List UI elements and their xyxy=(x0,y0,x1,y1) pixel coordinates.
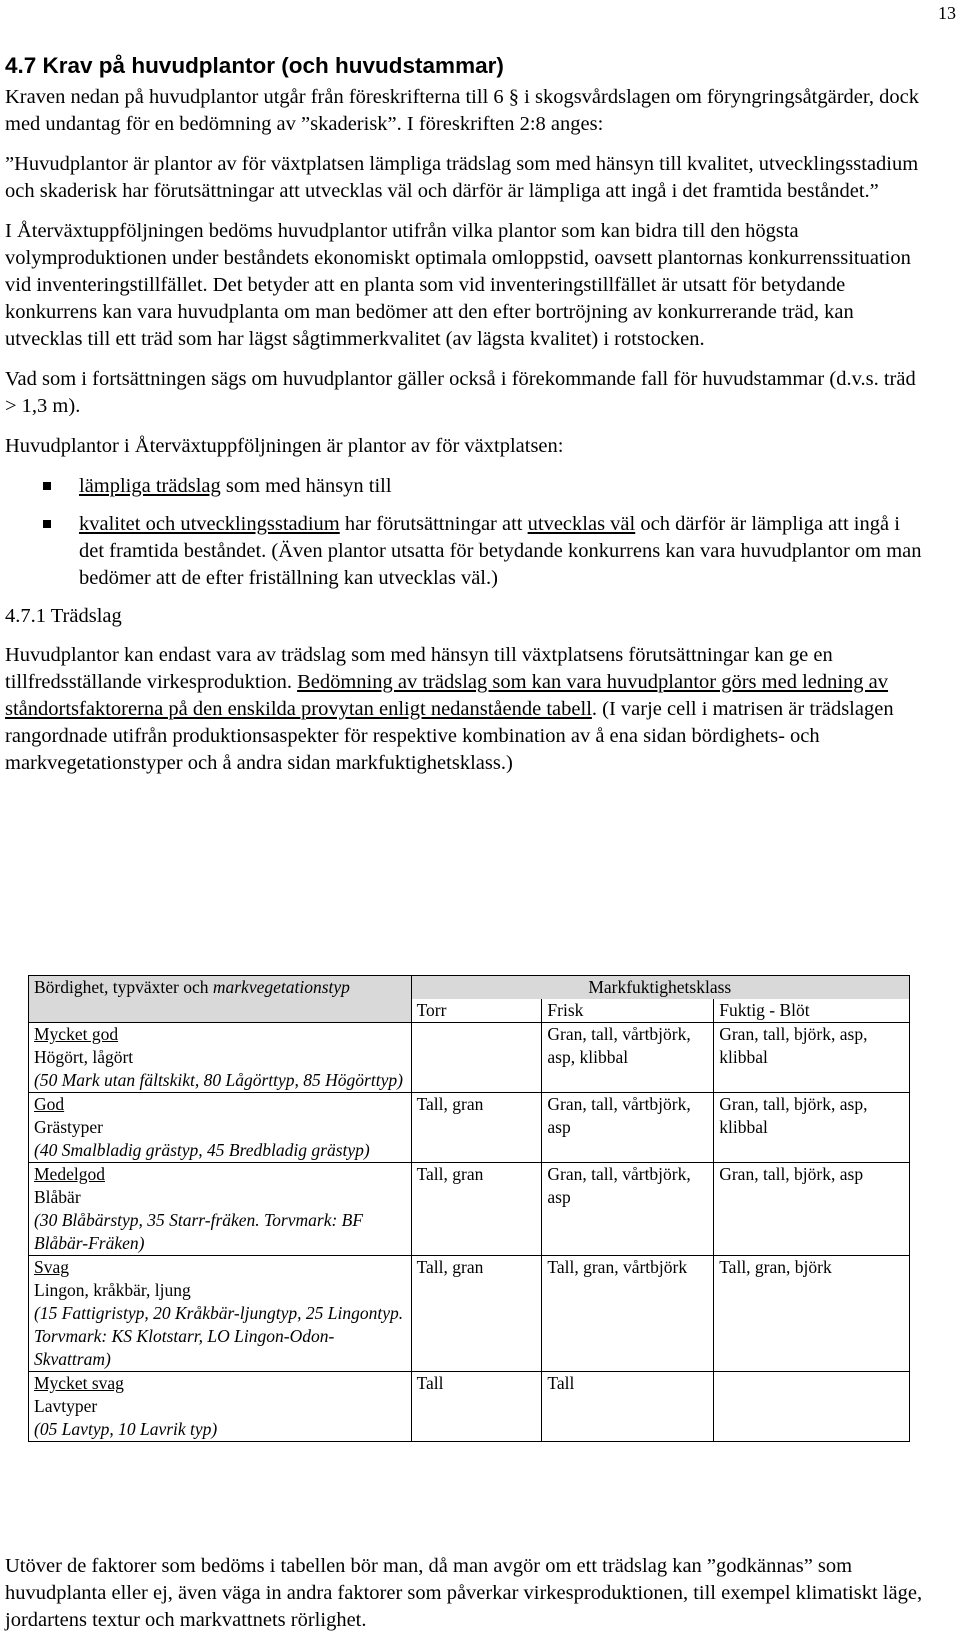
text-run: . (I varje cell i matrisen är trädslagen rangordnade utifrån produktionsaspekter för respektive kombination av å ena sidan bördighets- och markvegetationstyper och å andra sidan markfuktighetsklass.) xyxy=(5,698,894,774)
underlined-term: lämpliga trädslag xyxy=(79,475,221,497)
vegetation-types: (30 Blåbärstyp, 35 Starr-fräken. Torvmark: BF Blåbär-Fräken) xyxy=(34,1210,364,1253)
table-cell: Gran, tall, björk, asp, klibbal xyxy=(714,1093,910,1163)
paragraph-assessment: I Återväxtuppföljningen bedöms huvudplantor utifrån vilka plantor som kan bidra till den högsta volymproduktionen under beståndets ekonomiskt optimala omloppstid, oavsett plantornas konkurrenssituation vid inventeringstillfället. Det betyder att en planta som vid inventeringstillfället är utsatt för betydande konkurrens kan vara huvudplanta om man bedömer att den efter bortröjning av konkurrerande träd, kan utvecklas till ett träd som har lägst sågtimmerkvalitet (av lägsta kvalitet) i rotstocken. xyxy=(5,220,911,350)
table-cell: Gran, tall, vårtbjörk, asp xyxy=(542,1093,714,1163)
table-cell xyxy=(29,1163,412,1256)
table-cell xyxy=(29,1023,412,1093)
text-run: Huvudplantor kan endast vara av trädslag som med hänsyn till växtplatsens förutsättningar kan ge en tillfredsställande virkesproduktion. xyxy=(5,644,833,693)
table-row xyxy=(29,1163,910,1256)
paragraph-criteria-intro: Huvudplantor i Återväxtuppföljningen är plantor av för växtplatsen: xyxy=(5,435,564,457)
table-cell: Tall, gran xyxy=(411,1093,542,1163)
indicator-plants: Lingon, kråkbär, ljung xyxy=(34,1280,191,1300)
table-cell xyxy=(411,1023,542,1093)
table-row xyxy=(29,1023,910,1093)
indicator-plants: Grästyper xyxy=(34,1117,104,1137)
table-cell: Gran, tall, vårtbjörk, asp, klibbal xyxy=(542,1023,714,1093)
table-cell: Tall xyxy=(411,1372,542,1442)
paragraph-quote: ”Huvudplantor är plantor av för växtplatsen lämpliga trädslag som med hänsyn till kvalitet, utvecklingsstadium och skaderisk har förutsättningar att utvecklas väl och därför är lämpliga att ingå i det framtida beståndet.” xyxy=(5,153,919,202)
header-text-italic: markvegetationstyp xyxy=(212,977,350,997)
fertility-class: Medelgod xyxy=(34,1164,105,1184)
list-item xyxy=(5,473,925,500)
table-header-fertility xyxy=(29,976,412,1023)
column-header-torr: Torr xyxy=(411,999,542,1023)
fertility-class: Mycket svag xyxy=(34,1373,124,1393)
paragraph-intro: Kraven nedan på huvudplantor utgår från föreskrifterna till 6 § i skogsvårdslagen om föryngringsåtgärder, dock med undantag för en bedömning av ”skaderisk”. I föreskriften 2:8 anges: xyxy=(5,86,919,135)
list-item-text: har förutsättningar att xyxy=(339,513,528,535)
vegetation-types: (50 Mark utan fältskikt, 80 Lågörttyp, 85 Högörttyp) xyxy=(34,1070,403,1090)
indicator-plants: Lavtyper xyxy=(34,1396,98,1416)
column-header-fuktig: Fuktig - Blöt xyxy=(714,999,910,1023)
indicator-plants: Högört, lågört xyxy=(34,1047,134,1067)
section-heading: 4.7 Krav på huvudplantor (och huvudstammar) xyxy=(5,53,504,78)
column-header-frisk: Frisk xyxy=(542,999,714,1023)
paragraph-other-factors: Utöver de faktorer som bedöms i tabellen bör man, då man avgör om ett trädslag kan ”godkännas” som huvudplanta eller ej, även väga in andra faktorer som påverkar virkesproduktionen, till exempel klimatiskt läge, jordartens textur och markvattnets rörlighet. xyxy=(5,1555,923,1631)
paragraph-main-stems: Vad som i fortsättningen sägs om huvudplantor gäller också i förekommande fall för huvudstammar (d.v.s. träd > 1,3 m). xyxy=(5,368,916,417)
square-bullet-icon xyxy=(43,482,51,490)
main-content xyxy=(5,52,925,790)
table-row xyxy=(29,1372,910,1442)
table-cell: Tall, gran, vårtbjörk xyxy=(542,1256,714,1372)
table-cell xyxy=(714,1372,910,1442)
fertility-class: God xyxy=(34,1094,65,1114)
table-cell: Gran, tall, björk, asp xyxy=(714,1163,910,1256)
table-cell xyxy=(29,1256,412,1372)
header-text: Bördighet, typväxter och xyxy=(34,977,213,997)
square-bullet-icon xyxy=(43,520,51,528)
table-row xyxy=(29,1256,910,1372)
list-item-text: som med hänsyn till xyxy=(220,475,392,497)
fertility-class: Svag xyxy=(34,1257,69,1277)
underlined-text: Bedömning av trädslag som kan vara huvudplantor görs med ledning av ståndortsfaktorerna på den enskilda provytan enligt nedanstående tabell xyxy=(5,671,889,720)
list-item xyxy=(5,511,925,592)
table-cell xyxy=(29,1372,412,1442)
paragraph-tree-species xyxy=(5,642,925,777)
indicator-plants: Blåbär xyxy=(34,1187,81,1207)
species-table xyxy=(28,975,910,1442)
table-header-moisture: Markfuktighetsklass xyxy=(411,976,909,1000)
table-cell: Tall xyxy=(542,1372,714,1442)
vegetation-types: (15 Fattigristyp, 20 Kråkbär-ljungtyp, 25 Lingontyp. Torvmark: KS Klotstarr, LO Lingon-Odon-Skvattram) xyxy=(34,1303,404,1369)
subsection-heading: 4.7.1 Trädslag xyxy=(5,605,122,627)
list-item-text: och därför är lämpliga att ingå i det framtida beståndet. (Även plantor utsatta för betydande konkurrens kan vara huvudplantor om man bedömer att de efter friställning kan utvecklas väl.) xyxy=(79,513,922,589)
table-cell: Gran, tall, vårtbjörk, asp xyxy=(542,1163,714,1256)
criteria-list xyxy=(5,473,925,592)
table-cell: Tall, gran xyxy=(411,1163,542,1256)
table-cell xyxy=(29,1093,412,1163)
table-row xyxy=(29,1093,910,1163)
page-number: 13 xyxy=(938,3,956,23)
table-cell: Tall, gran, björk xyxy=(714,1256,910,1372)
table-cell: Tall, gran xyxy=(411,1256,542,1372)
vegetation-types: (40 Smalbladig grästyp, 45 Bredbladig grästyp) xyxy=(34,1140,370,1160)
underlined-term: kvalitet och utvecklingsstadium xyxy=(79,513,340,535)
fertility-class: Mycket god xyxy=(34,1024,119,1044)
vegetation-types: (05 Lavtyp, 10 Lavrik typ) xyxy=(34,1419,218,1439)
table-cell: Gran, tall, björk, asp, klibbal xyxy=(714,1023,910,1093)
underlined-term: utvecklas väl xyxy=(527,513,636,535)
